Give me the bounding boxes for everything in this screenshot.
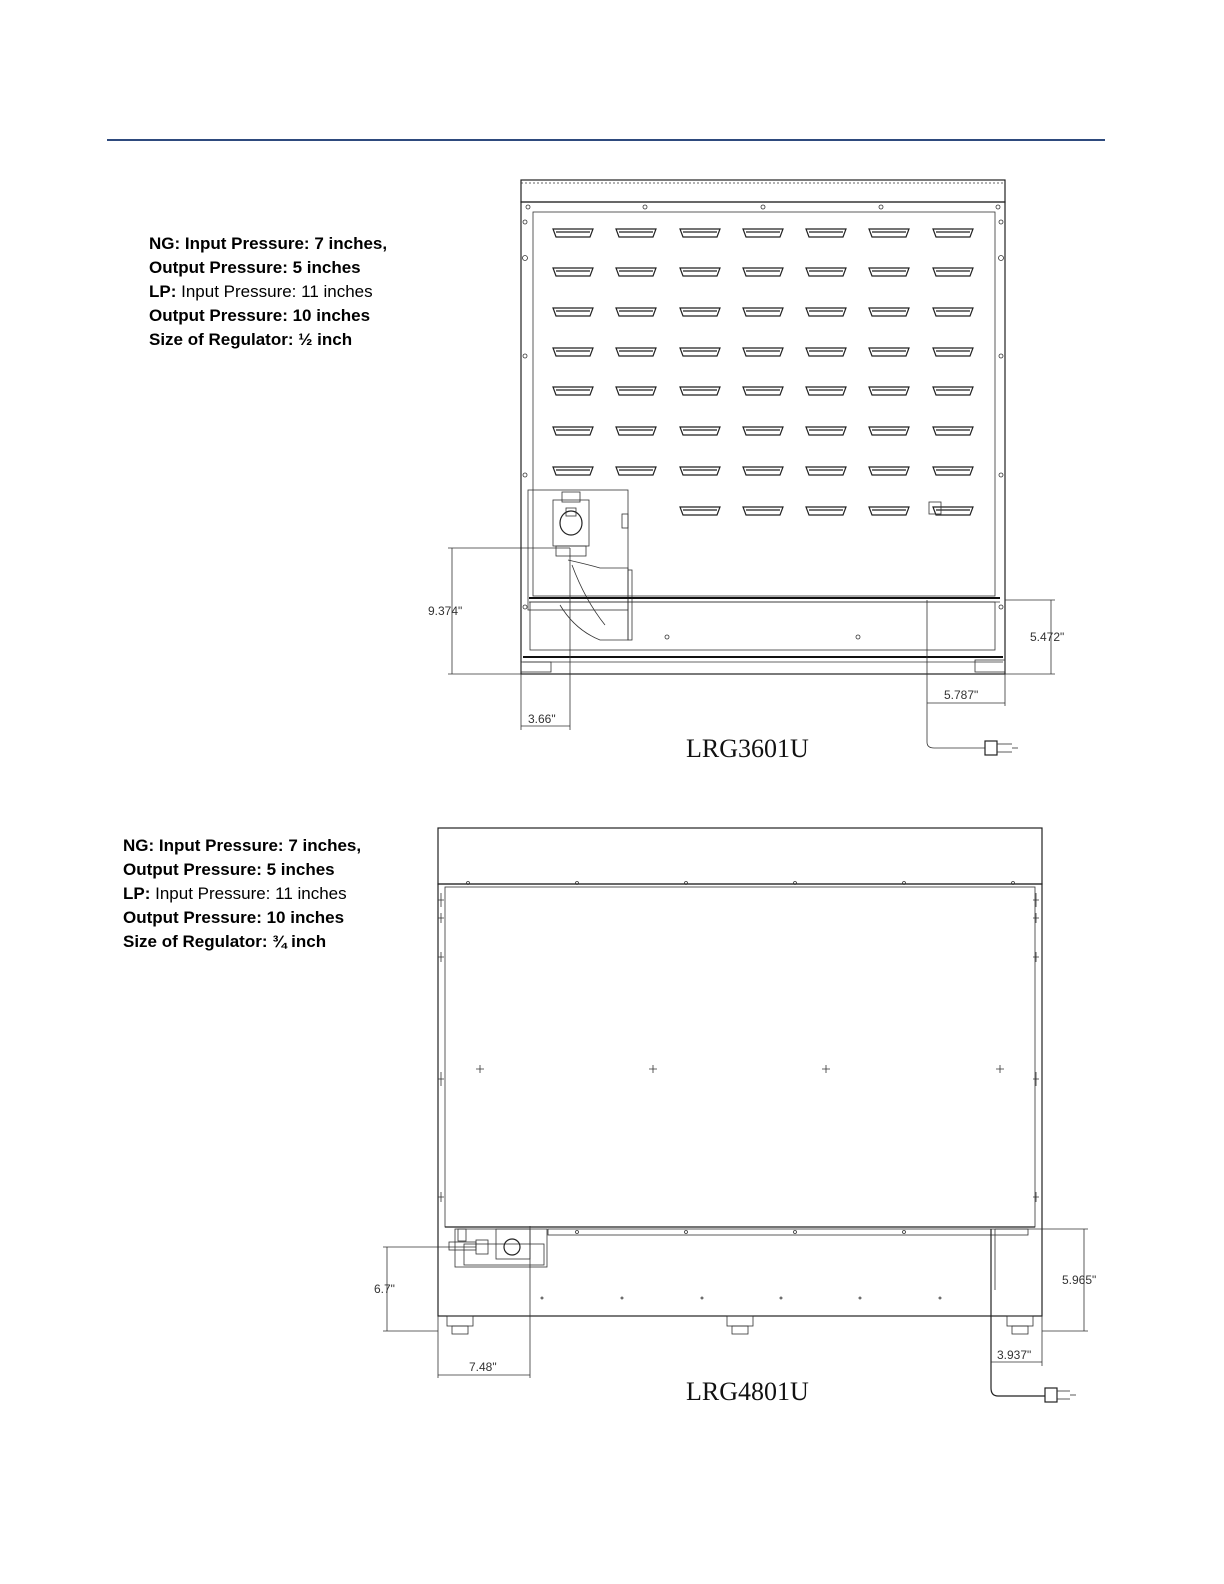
feet bbox=[447, 1316, 1033, 1334]
louver-slot bbox=[806, 387, 846, 395]
louver-slot bbox=[933, 229, 973, 237]
louver-slot bbox=[680, 427, 720, 435]
power-cord bbox=[991, 1229, 1045, 1396]
louver-slot bbox=[743, 387, 783, 395]
louver-slot bbox=[553, 308, 593, 316]
louver-slot bbox=[869, 229, 909, 237]
louver-slot bbox=[616, 308, 656, 316]
vent-louvers bbox=[553, 229, 973, 515]
spec-line: Size of Regulator: ½ inch bbox=[149, 330, 353, 349]
louver-slot bbox=[680, 507, 720, 515]
lower-dots bbox=[541, 1297, 941, 1299]
louver-slot bbox=[680, 268, 720, 276]
cabinet-body bbox=[438, 884, 1042, 1316]
gas-valve-assembly bbox=[449, 1229, 547, 1267]
svg-text:6.7": 6.7" bbox=[374, 1282, 395, 1296]
louver-slot bbox=[553, 229, 593, 237]
louver-slot bbox=[680, 229, 720, 237]
spec-line: LP: Input Pressure: 11 inches bbox=[149, 282, 373, 301]
louver-slot bbox=[553, 387, 593, 395]
louver-slot bbox=[869, 507, 909, 515]
louver-slot bbox=[806, 308, 846, 316]
louver-slot bbox=[869, 387, 909, 395]
side-markers bbox=[438, 893, 1039, 1202]
inner-panel bbox=[533, 212, 995, 596]
louver-slot bbox=[743, 308, 783, 316]
louver-slot bbox=[616, 467, 656, 475]
crosshair-marks bbox=[476, 1065, 1004, 1073]
drawing-lrg4801u bbox=[374, 828, 1096, 1406]
svg-text:5.965": 5.965" bbox=[1062, 1273, 1097, 1287]
louver-slot bbox=[743, 268, 783, 276]
louver-slot bbox=[680, 308, 720, 316]
louver-slot bbox=[553, 348, 593, 356]
louver-slot bbox=[743, 467, 783, 475]
spec-line: Size of Regulator: ¾ inch bbox=[123, 932, 327, 951]
svg-text:7.48": 7.48" bbox=[469, 1360, 497, 1374]
top-hood bbox=[438, 828, 1042, 884]
dimension-power-height bbox=[1005, 600, 1064, 674]
cabinet-body bbox=[521, 202, 1005, 674]
louver-slot bbox=[933, 268, 973, 276]
plug-icon bbox=[1045, 1388, 1057, 1402]
louver-slot bbox=[806, 268, 846, 276]
louver-slot bbox=[869, 268, 909, 276]
top-screws bbox=[526, 205, 1000, 209]
louver-slot bbox=[869, 427, 909, 435]
side-screws bbox=[523, 220, 1004, 609]
louver-slot bbox=[869, 467, 909, 475]
louver-slot bbox=[616, 268, 656, 276]
louver-slot bbox=[933, 427, 973, 435]
louver-slot bbox=[743, 507, 783, 515]
louver-slot bbox=[933, 348, 973, 356]
louver-slot bbox=[933, 387, 973, 395]
louver-slot bbox=[616, 348, 656, 356]
foot-left bbox=[521, 662, 551, 672]
spec-line: Output Pressure: 5 inches bbox=[123, 860, 335, 879]
svg-text:3.66": 3.66" bbox=[528, 712, 556, 726]
svg-text:5.472": 5.472" bbox=[1030, 630, 1065, 644]
louver-slot bbox=[869, 308, 909, 316]
louver-slot bbox=[806, 427, 846, 435]
louver-slot bbox=[933, 467, 973, 475]
louver-slot bbox=[806, 348, 846, 356]
model-label: LRG4801U bbox=[686, 1377, 809, 1406]
plug-icon bbox=[985, 741, 997, 755]
dimension-power-offset bbox=[991, 1316, 1042, 1366]
louver-slot bbox=[743, 348, 783, 356]
model-label: LRG3601U bbox=[686, 734, 809, 763]
louver-slot bbox=[806, 467, 846, 475]
spec-line: NG: Input Pressure: 7 inches, bbox=[123, 836, 362, 855]
louver-slot bbox=[869, 348, 909, 356]
dimension-gas-height bbox=[374, 1247, 476, 1331]
spec-line: Output Pressure: 5 inches bbox=[149, 258, 361, 277]
dimension-power-offset bbox=[927, 674, 1005, 706]
spec-line: LP: Input Pressure: 11 inches bbox=[123, 884, 347, 903]
louver-slot bbox=[553, 427, 593, 435]
louver-slot bbox=[743, 427, 783, 435]
louver-slot bbox=[680, 387, 720, 395]
dimension-gas-offset bbox=[438, 1226, 530, 1378]
louver-slot bbox=[616, 427, 656, 435]
louver-slot bbox=[933, 308, 973, 316]
inner-panel bbox=[445, 887, 1035, 1227]
gas-valve-assembly bbox=[528, 490, 632, 640]
spec-line: Output Pressure: 10 inches bbox=[149, 306, 371, 325]
louver-slot bbox=[616, 229, 656, 237]
dimension-gas-height bbox=[428, 548, 570, 674]
louver-slot bbox=[806, 507, 846, 515]
drawing-lrg3601u bbox=[428, 180, 1064, 763]
svg-text:5.787": 5.787" bbox=[944, 688, 979, 702]
louver-slot bbox=[743, 229, 783, 237]
louver-slot bbox=[553, 467, 593, 475]
svg-text:9.374": 9.374" bbox=[428, 604, 463, 618]
louver-slot bbox=[806, 229, 846, 237]
louver-slot bbox=[616, 387, 656, 395]
louver-slot bbox=[680, 467, 720, 475]
svg-text:3.937": 3.937" bbox=[997, 1348, 1032, 1362]
louver-slot bbox=[680, 348, 720, 356]
spec-line: Output Pressure: 10 inches bbox=[123, 908, 345, 927]
spec-line: NG: Input Pressure: 7 inches, bbox=[149, 234, 388, 253]
louver-slot bbox=[553, 268, 593, 276]
